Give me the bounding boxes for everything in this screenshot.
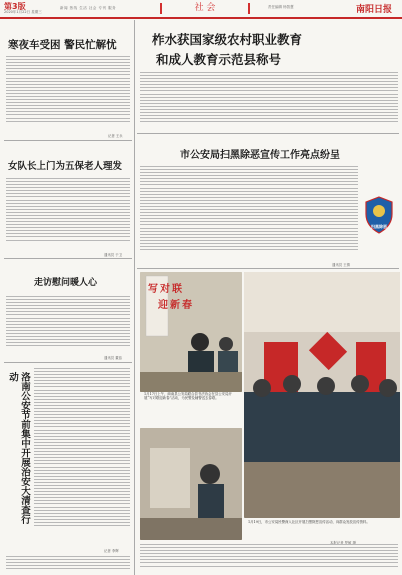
page-number: 第3版 bbox=[4, 2, 26, 11]
section-rule bbox=[4, 258, 132, 259]
byline-a1: 记者 王永 bbox=[108, 134, 123, 138]
byline-a2: 通讯员 于卫 bbox=[104, 253, 123, 257]
headline-a5-line1: 柞水获国家级农村职业教育 bbox=[152, 32, 303, 47]
body-text-a1 bbox=[6, 56, 130, 130]
photo-event-strip bbox=[140, 428, 242, 540]
event-scene-image bbox=[140, 428, 242, 540]
editor-credit: 责任编辑 杨智慧 bbox=[268, 5, 294, 9]
police-group-image bbox=[244, 272, 400, 518]
body-text-a3 bbox=[6, 296, 130, 354]
section-rule bbox=[4, 140, 132, 141]
header-nav: 新闻 热线 生活 社会 专刊 服务 bbox=[60, 6, 117, 10]
section-rule bbox=[137, 268, 399, 269]
banner-line1: 写对联 bbox=[148, 284, 184, 295]
headline-a2: 女队长上门为五保老人理发 bbox=[8, 161, 123, 172]
photo-credit-2: 本报记者 罗敏 摄 bbox=[330, 541, 356, 545]
byline-a6: 通讯员 王倩 bbox=[332, 263, 351, 267]
photo-police-couplets bbox=[244, 272, 400, 518]
headline-a3: 走访慰问暖人心 bbox=[34, 278, 98, 288]
badge-label: 扫黑除恶 bbox=[371, 224, 387, 229]
page-header bbox=[0, 0, 402, 19]
antigang-badge bbox=[364, 196, 394, 234]
headline-a5-line2: 和成人教育示范县称号 bbox=[156, 52, 282, 67]
byline-a4: 记者 李辉 bbox=[104, 549, 119, 553]
body-text-a4 bbox=[34, 368, 130, 543]
headline-a4: 洛南公安节前集中开展治安大清查行动 bbox=[7, 372, 30, 524]
body-text-a5 bbox=[140, 72, 398, 130]
body-text-a2 bbox=[6, 178, 130, 250]
photo-caption-2: 1月19日，市公安局民警深入社区开展扫黑除恶宣传活动，向群众发放宣传资料。 bbox=[248, 520, 370, 524]
section-rule bbox=[137, 133, 399, 134]
body-text-bottom bbox=[140, 544, 398, 572]
column-divider bbox=[134, 20, 135, 575]
body-text-a6 bbox=[140, 166, 358, 262]
headline-a6: 市公安局扫黑除恶宣传工作亮点纷呈 bbox=[180, 150, 340, 161]
photo-caption-1: 1月17日上午，商南县公安局联合县书法协会在县公安局开展“写对联迎新春”活动，为民警及辅警送去春联。 bbox=[144, 392, 232, 401]
banner-line2: 迎新春 bbox=[158, 300, 194, 311]
section-rule bbox=[4, 362, 132, 363]
body-text-a4-tail bbox=[6, 556, 130, 572]
masthead-logo: 南阳日报 bbox=[356, 5, 393, 15]
photo-couplet-writing bbox=[140, 272, 242, 392]
headline-a1: 寒夜车受困 警民忙解忧 bbox=[8, 39, 117, 51]
issue-date: 2020年1月22日 星期三 bbox=[4, 10, 42, 14]
section-label: 社 会 bbox=[160, 2, 250, 15]
byline-a3: 通讯员 董蕊 bbox=[104, 356, 123, 360]
